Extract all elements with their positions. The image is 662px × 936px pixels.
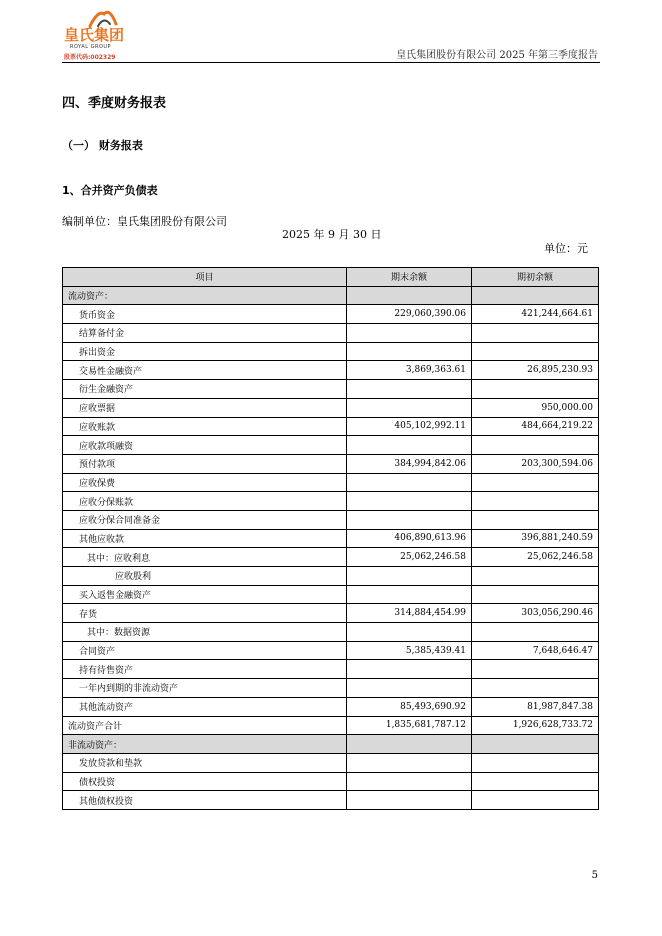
row-end-balance [347, 623, 472, 642]
row-label: 发放贷款和垫款 [63, 753, 347, 772]
row-label: 其中：应收利息 [63, 548, 347, 567]
row-label: 其中：数据资源 [63, 623, 347, 642]
row-label: 其他债权投资 [63, 791, 347, 810]
table-row [63, 772, 599, 791]
table-row [63, 716, 599, 735]
row-end-balance: 25,062,246.58 [347, 548, 472, 567]
row-end-balance: 314,884,454.99 [347, 604, 472, 623]
table-row [63, 753, 599, 772]
table-row [63, 548, 599, 567]
row-end-balance: 405,102,992.11 [347, 417, 472, 436]
section-heading: 四、季度财务报表 [62, 96, 167, 111]
row-label: 交易性金融资产 [63, 361, 347, 380]
row-label: 存货 [63, 604, 347, 623]
header-divider [62, 62, 600, 63]
row-end-balance [347, 753, 472, 772]
row-begin-balance: 25,062,246.58 [472, 548, 599, 567]
table-row [63, 305, 599, 324]
row-begin-balance [472, 772, 599, 791]
table-row [63, 660, 599, 679]
row-begin-balance: 203,300,594.06 [472, 454, 599, 473]
row-begin-balance: 1,926,628,733.72 [472, 716, 599, 735]
row-label: 持有待售资产 [63, 660, 347, 679]
row-begin-balance [472, 623, 599, 642]
column-header-end-balance: 期末余额 [347, 268, 472, 287]
row-end-balance [347, 436, 472, 455]
row-end-balance [347, 679, 472, 698]
row-end-balance: 85,493,690.92 [347, 697, 472, 716]
row-label: 非流动资产： [63, 735, 347, 754]
row-begin-balance [472, 380, 599, 399]
currency-unit: 单位：元 [544, 242, 588, 255]
row-label: 应收股利 [63, 567, 347, 586]
table-row [63, 679, 599, 698]
row-end-balance [347, 398, 472, 417]
row-end-balance: 3,869,363.61 [347, 361, 472, 380]
table-row [63, 436, 599, 455]
table-row [63, 791, 599, 810]
row-label: 应收分保合同准备金 [63, 510, 347, 529]
table-row [63, 473, 599, 492]
row-begin-balance: 303,056,290.46 [472, 604, 599, 623]
row-end-balance [347, 492, 472, 511]
table-row [63, 361, 599, 380]
table-row [63, 641, 599, 660]
table-row [63, 604, 599, 623]
page-number: 5 [591, 870, 598, 881]
row-begin-balance: 26,895,230.93 [472, 361, 599, 380]
row-begin-balance [472, 342, 599, 361]
stock-code: 股票代码:002329 [64, 54, 116, 61]
table-title: 1、合并资产负债表 [62, 184, 158, 197]
row-label: 衍生金融资产 [63, 380, 347, 399]
table-row [63, 454, 599, 473]
row-end-balance [347, 772, 472, 791]
row-end-balance [347, 585, 472, 604]
table-row [63, 623, 599, 642]
table-row [63, 342, 599, 361]
row-begin-balance [472, 735, 599, 754]
row-begin-balance: 421,244,664.61 [472, 305, 599, 324]
logo-subtext: ROYAL GROUP [70, 44, 112, 50]
row-end-balance [347, 324, 472, 343]
table-row [63, 492, 599, 511]
table-row [63, 324, 599, 343]
company-logo [62, 8, 132, 60]
table-row [63, 585, 599, 604]
row-label: 货币资金 [63, 305, 347, 324]
row-begin-balance [472, 436, 599, 455]
table-row [63, 567, 599, 586]
row-label: 应收票据 [63, 398, 347, 417]
report-title: 皇氏集团股份有限公司 2025 年第三季度报告 [396, 50, 598, 61]
column-header-begin-balance: 期初余额 [472, 268, 599, 287]
row-label: 一年内到期的非流动资产 [63, 679, 347, 698]
row-label: 结算备付金 [63, 324, 347, 343]
table-row [63, 697, 599, 716]
row-label: 买入返售金融资产 [63, 585, 347, 604]
row-begin-balance [472, 324, 599, 343]
row-end-balance: 384,994,842.06 [347, 454, 472, 473]
balance-sheet-table [62, 267, 599, 810]
table-row [63, 529, 599, 548]
row-begin-balance [472, 473, 599, 492]
table-row [63, 510, 599, 529]
row-begin-balance: 484,664,219.22 [472, 417, 599, 436]
row-label: 其他流动资产 [63, 697, 347, 716]
row-begin-balance: 396,881,240.59 [472, 529, 599, 548]
row-begin-balance [472, 492, 599, 511]
row-end-balance [347, 660, 472, 679]
row-end-balance [347, 510, 472, 529]
table-row [63, 398, 599, 417]
row-end-balance [347, 791, 472, 810]
row-label: 应收账款 [63, 417, 347, 436]
row-end-balance: 229,060,390.06 [347, 305, 472, 324]
row-begin-balance [472, 679, 599, 698]
row-begin-balance [472, 585, 599, 604]
row-label: 预付款项 [63, 454, 347, 473]
row-end-balance [347, 735, 472, 754]
row-label: 合同资产 [63, 641, 347, 660]
row-label: 应收保费 [63, 473, 347, 492]
row-end-balance: 5,385,439.41 [347, 641, 472, 660]
row-begin-balance: 950,000.00 [472, 398, 599, 417]
row-label: 拆出资金 [63, 342, 347, 361]
row-begin-balance [472, 660, 599, 679]
table-body [63, 286, 599, 809]
row-begin-balance: 7,648,646.47 [472, 641, 599, 660]
row-begin-balance [472, 791, 599, 810]
table-header-row [63, 268, 599, 287]
row-label: 债权投资 [63, 772, 347, 791]
row-end-balance [347, 473, 472, 492]
table-row [63, 286, 599, 305]
row-begin-balance [472, 567, 599, 586]
table-row [63, 735, 599, 754]
row-label: 流动资产合计 [63, 716, 347, 735]
row-begin-balance: 81,987,847.38 [472, 697, 599, 716]
logo-text: 皇氏集团 [64, 26, 125, 44]
row-label: 其他应收款 [63, 529, 347, 548]
prepared-by: 编制单位：皇氏集团股份有限公司 [62, 215, 227, 228]
row-label: 应收分保账款 [63, 492, 347, 511]
table-row [63, 417, 599, 436]
row-begin-balance [472, 286, 599, 305]
row-label: 流动资产： [63, 286, 347, 305]
row-label: 应收款项融资 [63, 436, 347, 455]
row-begin-balance [472, 753, 599, 772]
row-end-balance [347, 567, 472, 586]
row-end-balance [347, 380, 472, 399]
row-end-balance [347, 286, 472, 305]
row-end-balance [347, 342, 472, 361]
column-header-item: 项目 [63, 268, 347, 287]
row-end-balance: 406,890,613.96 [347, 529, 472, 548]
row-end-balance: 1,835,681,787.12 [347, 716, 472, 735]
report-date: 2025 年 9 月 30 日 [282, 228, 382, 241]
row-begin-balance [472, 510, 599, 529]
subsection-heading: （一） 财务报表 [62, 139, 143, 152]
table-row [63, 380, 599, 399]
